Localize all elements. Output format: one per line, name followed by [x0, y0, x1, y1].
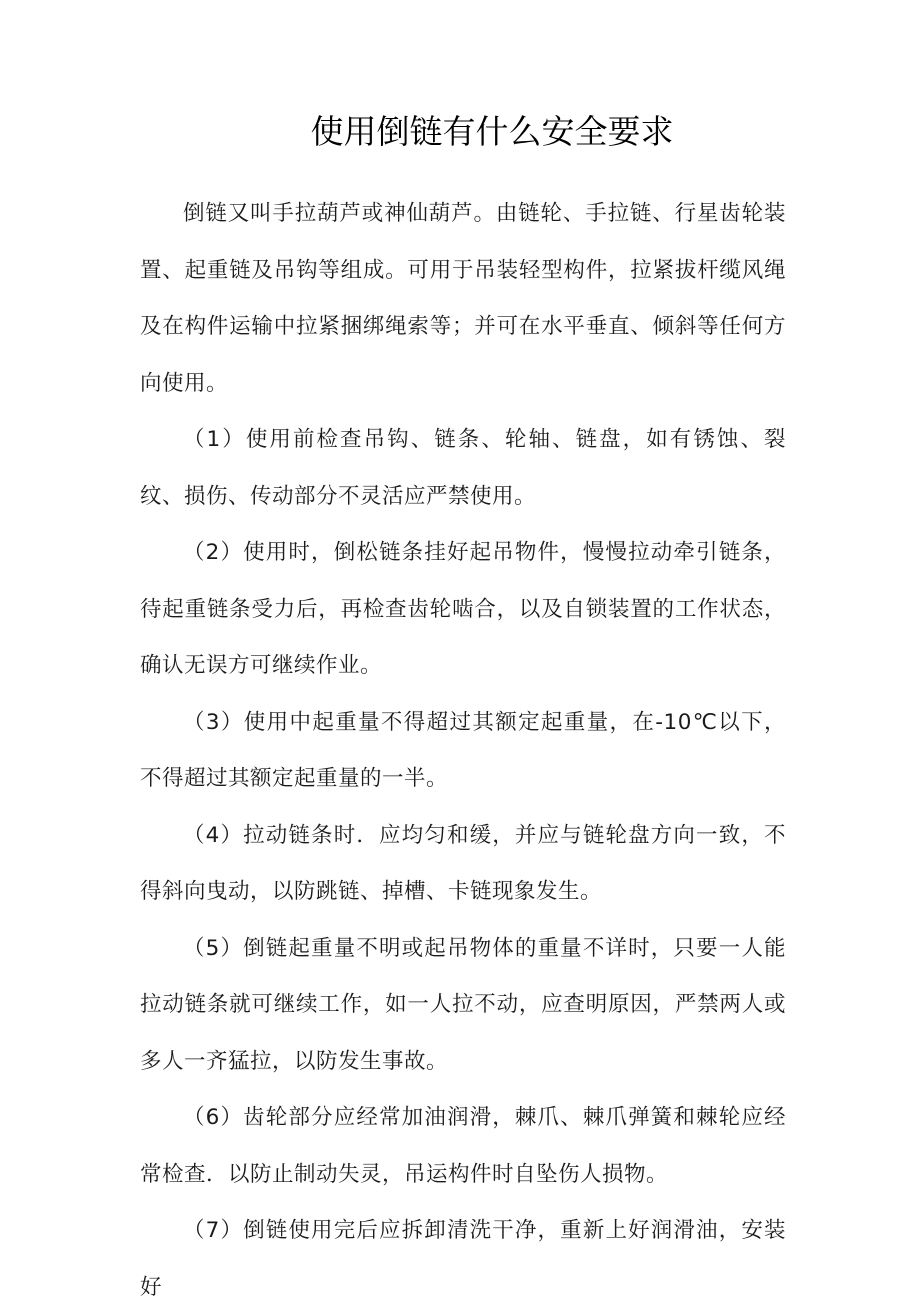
paragraph-rule-2: （2）使用时，倒松链条挂好起吊物件，慢慢拉动牵引链条，待起重链条受力后，再检查齿轮啮合，以及自锁装置的工作状态，确认无误方可继续作业。	[140, 540, 786, 678]
paragraph-rule-7: （7）倒链使用完后应拆卸清洗干净，重新上好润滑油，安装好	[140, 1218, 786, 1300]
paragraph-rule-3: （3）使用中起重量不得超过其额定起重量，在-10℃以下，不得超过其额定起重量的一半。	[140, 709, 786, 791]
paragraph-intro: 倒链又叫手拉葫芦或神仙葫芦。由链轮、手拉链、行星齿轮装置、起重链及吊钩等组成。可用于吊装轻型构件，拉紧拔杆缆风绳及在构件运输中拉紧捆绑绳索等；并可在水平垂直、倾斜等任何方向使用。	[140, 201, 786, 396]
paragraph-rule-6: （6）齿轮部分应经常加油润滑，棘爪、棘爪弹簧和棘轮应经常检查．以防止制动失灵，吊运构件时自坠伤人损物。	[140, 1105, 786, 1187]
paragraph-rule-5: （5）倒链起重量不明或起吊物体的重量不详时，只要一人能拉动链条就可继续工作，如一人拉不动，应查明原因，严禁两人或多人一齐猛拉，以防发生事故。	[140, 935, 786, 1074]
document-body	[140, 186, 786, 1316]
paragraph-rule-4: （4）拉动链条时．应均匀和缓，并应与链轮盘方向一致，不得斜向曳动，以防跳链、掉槽、卡链现象发生。	[140, 822, 786, 904]
document-title: 使用倒链有什么安全要求	[310, 112, 674, 151]
paragraph-rule-1: （1）使用前检查吊钩、链条、轮轴、链盘，如有锈蚀、裂纹、损伤、传动部分不灵活应严禁使用。	[140, 427, 786, 509]
